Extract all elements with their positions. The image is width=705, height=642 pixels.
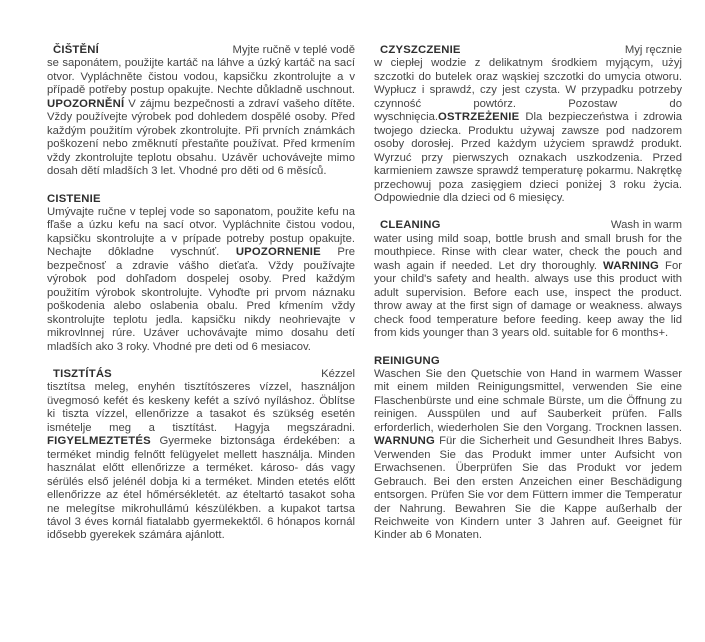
section-sk (47, 193, 355, 354)
section-body (47, 57, 355, 178)
section-body (374, 233, 682, 341)
section-pl (374, 44, 682, 205)
section-first-line-tail: Kézzel (321, 367, 355, 380)
section-first-line-tail: Myjte ručně v teplé vodě (232, 44, 355, 56)
section-heading: CLEANING (380, 219, 441, 232)
body-text: For your child's safety and health. always use this product with adult supervision. Before each use, inspect the product. throw away at the first sign of damage or weakness. always check food temperature before feeding. keep away the lid from kids younger than 3 years old. suitable for 6 months+. (374, 259, 683, 340)
body-text: tisztítsa meleg, enyhén tisztítószeres vízzel, használjon üvegmosó kefét és keskeny kefét a szívó nyíláshoz. Öblítse ki tiszta vízzel, ellenőrizze a tasakot és szükség esetén ismételje meg a tisztítást. Hagyja megszáradni. (47, 381, 355, 434)
body-text: Gyermeke biztonsága érdekében: a terméket mindig felnőtt felügyelet mellett használja. Minden használat előtt ellenőrizze a terméket. károso- dás vagy sérülés első jelénél dobja ki a terméket. Minden etetés előtt ellenőrizze az étel hőmérsékletét. az ételtartó tasakot soha ne melegítse mikrohullámú készülékben. a kupakot tartsa távol 3 éves kornál fiatalabb gyermekektől. 6 hónapos kornál idősebb gyerekek számára ajánlott. (47, 435, 355, 542)
section-heading: TISZTÍTÁS (53, 367, 112, 380)
section-heading: REINIGUNG (374, 354, 440, 367)
body-text: se saponátem, použijte kartáč na láhve a úzký kartáč na sací otvor. Vypláchněte čistou vodou, kapsičku zkontrolujte a v případě potřeby postup opakujte. Nechte důkladně uschnout. (47, 57, 355, 97)
body-text: Pre bezpečnosť a zdravie vášho dieťaťa. Vždy používajte výrobok pod dohľadom dospelej osoby. Pred každým použitím výrobok skontrolujte. Vyhoďte pri prvom náznaku poškodenia alebo oslabenia obalu. Pred kŕmením vždy skontrolujte teplotu jedla. kapsičku nikdy neohrievajte v mikrovlnnej rúre. Uzáver uchovávajte mimo dosahu detí mladších ako 3 roky. Vhodné pre deti od 6 mesiacov. (47, 246, 355, 353)
warning-keyword: UPOZORNENIE (235, 246, 321, 259)
section-first-line (374, 219, 682, 232)
column-right (374, 44, 682, 557)
body-text: water using mild soap, bottle brush and small brush for the mouthpiece. Rinse with clear water, check the pouch and wash again if needed. Let dry thoroughly. (374, 232, 682, 272)
warning-keyword: OSTRZEŻENIE (438, 111, 520, 124)
section-heading: ČIŠTĚNÍ (53, 44, 99, 56)
section-cs (47, 44, 355, 179)
section-first-line-tail: Wash in warm (610, 219, 682, 232)
section-en (374, 219, 682, 340)
body-text: Dla bezpieczeństwa i zdrowia twojego dziecka. Produktu używaj zawsze pod nadzorem osoby dorosłej. Przed każdym użyciem sprawdź produkt. Wyrzuć przy pierwszych oznakach uszkodzenia. Przed karmieniem zawsze sprawdź temperaturę pokarmu. Nakrętkę przechowuj poza zasięgiem dzieci poniżej 3 roku życia. Odpowiednie dla dzieci od 6 miesięcy. (374, 111, 682, 204)
section-first-line (47, 368, 355, 381)
warning-keyword: WARNUNG (374, 435, 436, 448)
section-hu (47, 368, 355, 543)
section-body (374, 57, 682, 205)
section-first-line (47, 44, 355, 57)
warning-keyword: FIGYELMEZTETÉS (47, 435, 151, 448)
section-body (374, 368, 682, 543)
section-first-line (374, 44, 682, 57)
section-heading: CISTENIE (47, 192, 101, 205)
body-text: Für die Sicherheit und Gesundheit Ihres Babys. Verwenden Sie das Produkt immer unter Aufsicht von Erwachsenen. Überprüfen Sie das Produkt vor jedem Gebrauch. Bei den ersten Anzeichen einer Beschädigung entsorgen. Prüfen Sie vor dem Füttern immer die Temperatur der Nahrung. Bewahren Sie die Kappe außerhalb der Reichweite von Kindern unter 3 Jahren auf. Geeignet für Kinder ab 6 Monaten. (374, 435, 682, 542)
body-text: V zájmu bezpečnosti a zdraví vašeho dítěte. Vždy používejte výrobek pod dohledem dospělé osoby. Před každým použitím výrobek zkontrolujte. Při prvních známkách poškození nebo změknutí přestaňte používat. Před krmením vždy zkontrolujte teplotu obsahu. Uzávěr uchovávejte mimo dosah dětí mladších 3 let. Vhodné pro děti od 6 měsíců. (47, 97, 355, 178)
body-text: w ciepłej wodzie z delikatnym środkiem myjącym, użyj szczotki do butelek oraz wąskiej szczotki do umycia otworu. Wypłucz i sprawdź, czy jest czysta. W przypadku potrzeby czynność powtórz. Pozostaw do wyschnięcia. (374, 57, 682, 124)
section-de (374, 355, 682, 543)
warning-keyword: UPOZORNĚNÍ (47, 97, 125, 110)
body-text: Umývajte ručne v teplej vode so saponatom, použite kefu na fľaše a úzku kefu na sací otvor. Vypláchnite čistou vodou, kapsičku skontrolujte a v prípade potreby postup opakujte. Nechajte dôkladne vyschnúť. (47, 205, 355, 259)
section-body (47, 381, 355, 542)
section-body (47, 206, 355, 354)
body-text: Waschen Sie den Quetschie von Hand in warmem Wasser mit einem milden Reinigungsmittel, verwenden Sie eine Flaschenbürste und eine schmale Bürste, um die Öffnung zu reinigen. Ausspülen und auf Sauberkeit prüfen. Falls erforderlich, wiederholen Sie den Vorgang. Trocknen lassen. (374, 367, 682, 434)
section-first-line-tail: Myj ręcznie (624, 44, 682, 56)
section-heading: CZYSZCZENIE (380, 44, 461, 56)
column-left (47, 44, 355, 557)
warning-keyword: WARNING (603, 259, 660, 272)
